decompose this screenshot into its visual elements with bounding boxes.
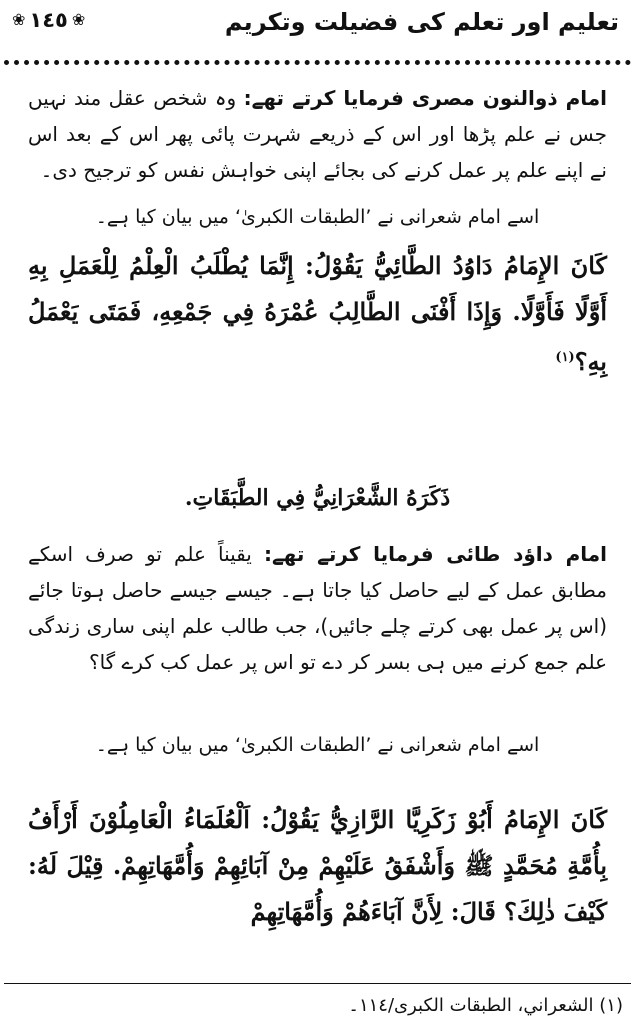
running-title: تعلیم اور تعلم کی فضیلت وتکریم bbox=[224, 8, 619, 36]
paragraph-lead: امام ذوالنون مصری فرمایا کرتے تھے: bbox=[243, 86, 608, 110]
ornament-icon: ❀ bbox=[12, 10, 26, 29]
source-note: اسے امام شعرانی نے ’الطبقات الکبریٰ‘ میں بیان کیا ہے۔ bbox=[95, 734, 540, 756]
page-header bbox=[12, 6, 623, 44]
footnote: (١) الشعراني، الطبقات الكبرى/١١٤۔ bbox=[348, 995, 623, 1016]
footnote-divider bbox=[4, 983, 631, 984]
source-note: اسے امام شعرانی نے ’الطبقات الکبریٰ‘ میں بیان کیا ہے۔ bbox=[95, 206, 540, 228]
paragraph-text: وہ شخص عقل مند نہیں جس نے علم پڑھا اور اس کے ذریعے شہرت پائی پھر اس کے بعد اس نے اپنے علم پر عمل کرنے کی بجائے اپنی خواہش نفس کو ترجیح دی۔ bbox=[28, 86, 607, 182]
paragraph-text: یقیناً علم تو صرف اسکے مطابق عمل کے لیے حاصل کیا جاتا ہے۔ جیسے جیسے حاصل ہوتا جائے (اس پر عمل بھی کرتے چلے جائیں)، جب طالب علم اپنی ساری زندگی علم جمع کرنے میں ہی بسر کر دے تو اس پر عمل کب کرے گا؟ bbox=[28, 542, 607, 674]
page-number: ١٤٥ bbox=[29, 8, 68, 32]
arabic-quote-dawud-tai bbox=[28, 243, 607, 385]
arabic-source-line: ذَكَرَهُ الشَّعْرَانِيُّ فِي الطَّبَقَاتِ. bbox=[184, 485, 451, 511]
header-divider bbox=[4, 60, 631, 65]
paragraph-dhun-nun bbox=[28, 80, 607, 188]
paragraph-dawud-tai bbox=[28, 536, 607, 680]
ornament-icon: ❀ bbox=[71, 10, 86, 29]
arabic-quote-text: كَانَ الإِمَامُ دَاوُدُ الطَّائِيُّ يَقُوْلُ: إِنَّمَا يُطْلَبُ الْعِلْمُ لِلْعَمَلِ بِهِ أَوَّلًا فَأَوَّلًا. وَإِذَا أَفْنَى الطَّالِبُ عُمْرَهُ فِي جَمْعِهِ، فَمَتَى يَعْمَلُ بِهِ؟ bbox=[28, 251, 607, 376]
arabic-quote-abu-zakariya: كَانَ الإِمَامُ أَبُوْ زَكَرِيَّا الرَّازِيُّ يَقُوْلُ: اَلْعُلَمَاءُ الْعَامِلُوْنَ أَرْأَفُ بِأُمَّةِ مُحَمَّدٍ ﷺ وَأَشْفَقُ عَلَيْهِمْ مِنْ آبَائِهِمْ وَأُمَّهَاتِهِمْ. قِيْلَ لَهُ: كَيْفَ ذٰلِكَ؟ قَالَ: لِأَنَّ آبَاءَهُمْ وَأُمَّهَاتِهِمْ bbox=[28, 805, 607, 926]
page-number-box bbox=[12, 8, 85, 32]
paragraph-lead: امام داؤد طائی فرمایا کرتے تھے: bbox=[263, 542, 608, 566]
footnote-marker: (١) bbox=[555, 350, 575, 365]
